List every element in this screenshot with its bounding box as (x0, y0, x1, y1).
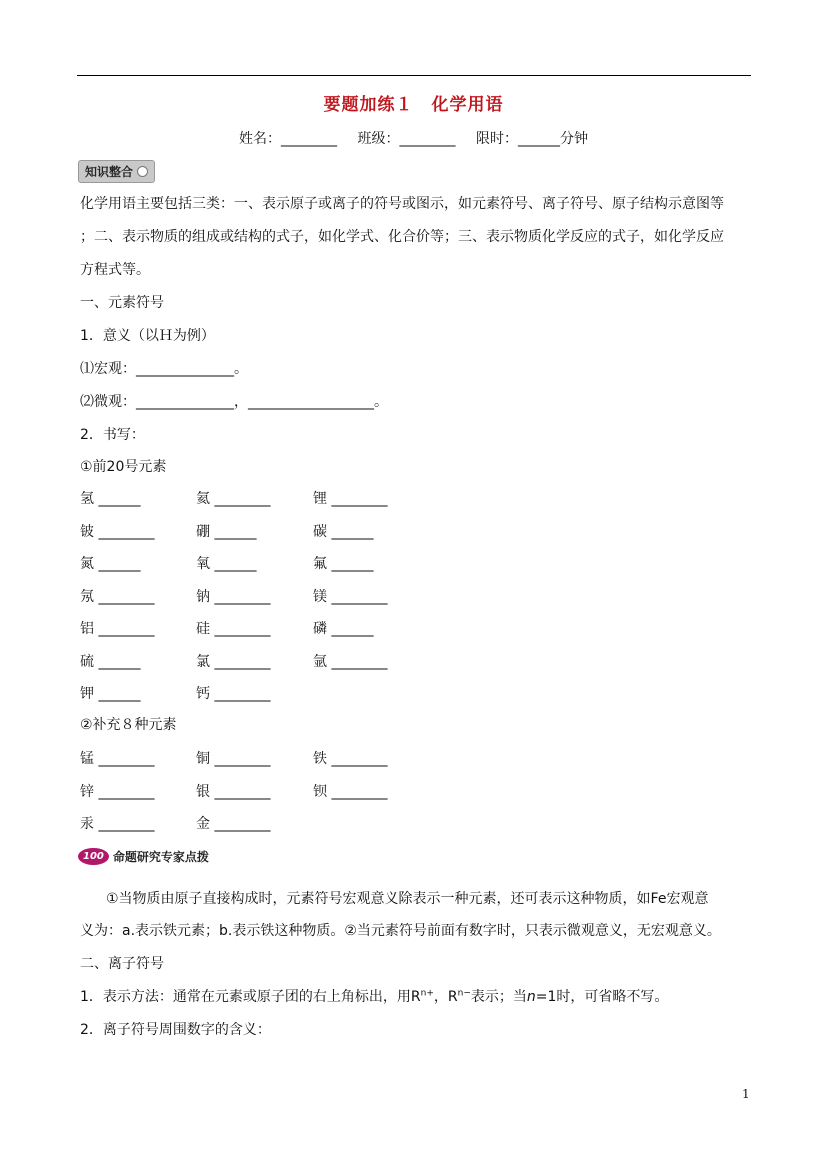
element-blank: 铁 ________ (313, 751, 388, 767)
element-blank: 氯 ________ (196, 653, 271, 670)
micro-line: ⑵微观：______________，__________________。 (80, 394, 388, 410)
element-blank: 氩 ________ (313, 653, 388, 670)
element-blank: 铝 ________ (80, 621, 155, 637)
element-blank: 氟 ______ (313, 556, 374, 572)
page-title: 要题加练１ 化学用语 (323, 95, 504, 115)
element-blank: 金 ________ (196, 816, 271, 832)
name-field: 姓名：________ (239, 131, 338, 147)
element-blank: 氖 ________ (80, 588, 155, 605)
element-blank: 磷 ______ (313, 621, 374, 637)
element-blank: 钾 ______ (80, 686, 141, 702)
expert-badge-label: 命题研究专家点拨 (112, 850, 209, 864)
element-blank: 硼 ______ (196, 523, 257, 540)
class-field: 班级：________ (357, 131, 456, 147)
knowledge-badge-label: 知识整合 (85, 165, 134, 179)
element-blank: 锌 ________ (80, 783, 155, 800)
element-blank: 氮 ______ (80, 556, 141, 572)
intro-line: ；二、表示物质的组成或结构的式子，如化学式、化合价等；三、表示物质化学反应的式子，如化学反应 (80, 229, 724, 245)
element-blank: 硅 ________ (196, 621, 271, 637)
section2-heading: 二、离子符号 (80, 956, 164, 972)
element-blank: 汞 ________ (80, 816, 155, 832)
badge-dot-icon (137, 166, 148, 177)
elements8-heading: ②补充８种元素 (80, 717, 177, 733)
section1-item2: 2．书写： (80, 427, 145, 443)
element-blank: 锂 ________ (313, 491, 388, 507)
section1-item1: 1．意义（以Ｈ为例） (80, 328, 215, 344)
expert-badge-icon: 100 (78, 848, 109, 865)
knowledge-badge (78, 160, 155, 183)
macro-line: ⑴宏观：______________。 (80, 361, 248, 377)
time-field: 限时：______分钟 (475, 131, 588, 147)
expert-text-line: 义为：a.表示铁元素；b.表示铁这种物质。②当元素符号前面有数字时，只表示微观意义，无宏观意义。 (80, 923, 721, 939)
intro-line: 方程式等。 (80, 262, 150, 278)
element-blank: 铜 ________ (196, 751, 271, 767)
student-info (0, 128, 827, 148)
element-blank: 铍 ________ (80, 523, 155, 540)
elements20-heading: ①前20号元素 (80, 459, 167, 475)
page-number: 1 (742, 1087, 750, 1101)
element-blank: 钙 ________ (196, 686, 271, 702)
intro-line: 化学用语主要包括三类：一、表示原子或离子的符号或图示，如元素符号、离子符号、原子结构示意图等 (80, 196, 724, 212)
element-blank: 氧 ______ (196, 556, 257, 572)
element-blank: 硫 ______ (80, 653, 141, 670)
section2-item2: 2．离子符号周围数字的含义： (80, 1022, 271, 1038)
header-rule (77, 75, 751, 76)
expert-badge (78, 848, 209, 865)
element-blank: 银 ________ (196, 783, 271, 800)
element-blank: 镁 ________ (313, 588, 388, 605)
section2-item1: 1．表示方法：通常在元素或原子团的右上角标出，用$R^{n+}$，$R^{n-}$表示；当n=1时，可省略不写。 (80, 988, 669, 1005)
element-blank: 氢 ______ (80, 491, 141, 507)
element-blank: 锰 ________ (80, 751, 155, 767)
element-blank: 钠 ________ (196, 588, 271, 605)
element-blank: 钡 ________ (313, 783, 388, 800)
element-blank: 氦 ________ (196, 491, 271, 507)
element-blank: 碳 ______ (313, 523, 374, 540)
section1-heading: 一、元素符号 (80, 295, 164, 311)
expert-text-line: ①当物质由原子直接构成时，元素符号宏观意义除表示一种元素，还可表示这种物质，如Fe宏观意 (106, 891, 709, 907)
